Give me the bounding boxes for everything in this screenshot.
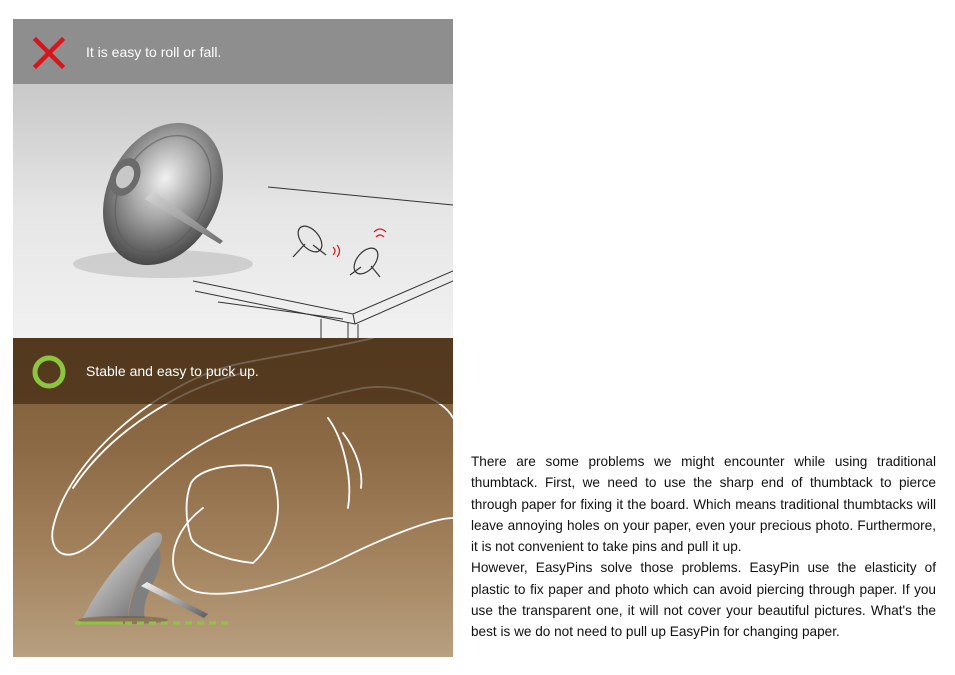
caption-bar (13, 19, 453, 84)
solution-caption: Stable and easy to puck up. (86, 363, 259, 379)
problem-caption: It is easy to roll or fall. (86, 44, 222, 60)
caption-bar (13, 338, 453, 404)
ring-icon (31, 354, 67, 390)
description-paragraph-2: However, EasyPins solve those problems. EasyPin use the elasticity of plastic to fix paper and photo which can avoid piercing through paper. If you use the transparent one, it will not cover your beautiful pictures. What's the best is we do not need to pull up EasyPin for changing paper. (471, 560, 936, 640)
description-paragraph-1: There are some problems we might encounter while using traditional thumbtack. First, we need to use the sharp end of thumbtack to pierce through paper for fixing it the board. Which means traditional thumbtacks will leave annoying holes on your paper, even your precious photo. Furthermore, it is not convenient to take pins and pull it up. (471, 454, 936, 555)
cross-icon (31, 35, 67, 71)
easypin-solution-panel (13, 338, 453, 657)
thumbtack-problem-panel (13, 19, 453, 338)
product-description (471, 451, 936, 643)
